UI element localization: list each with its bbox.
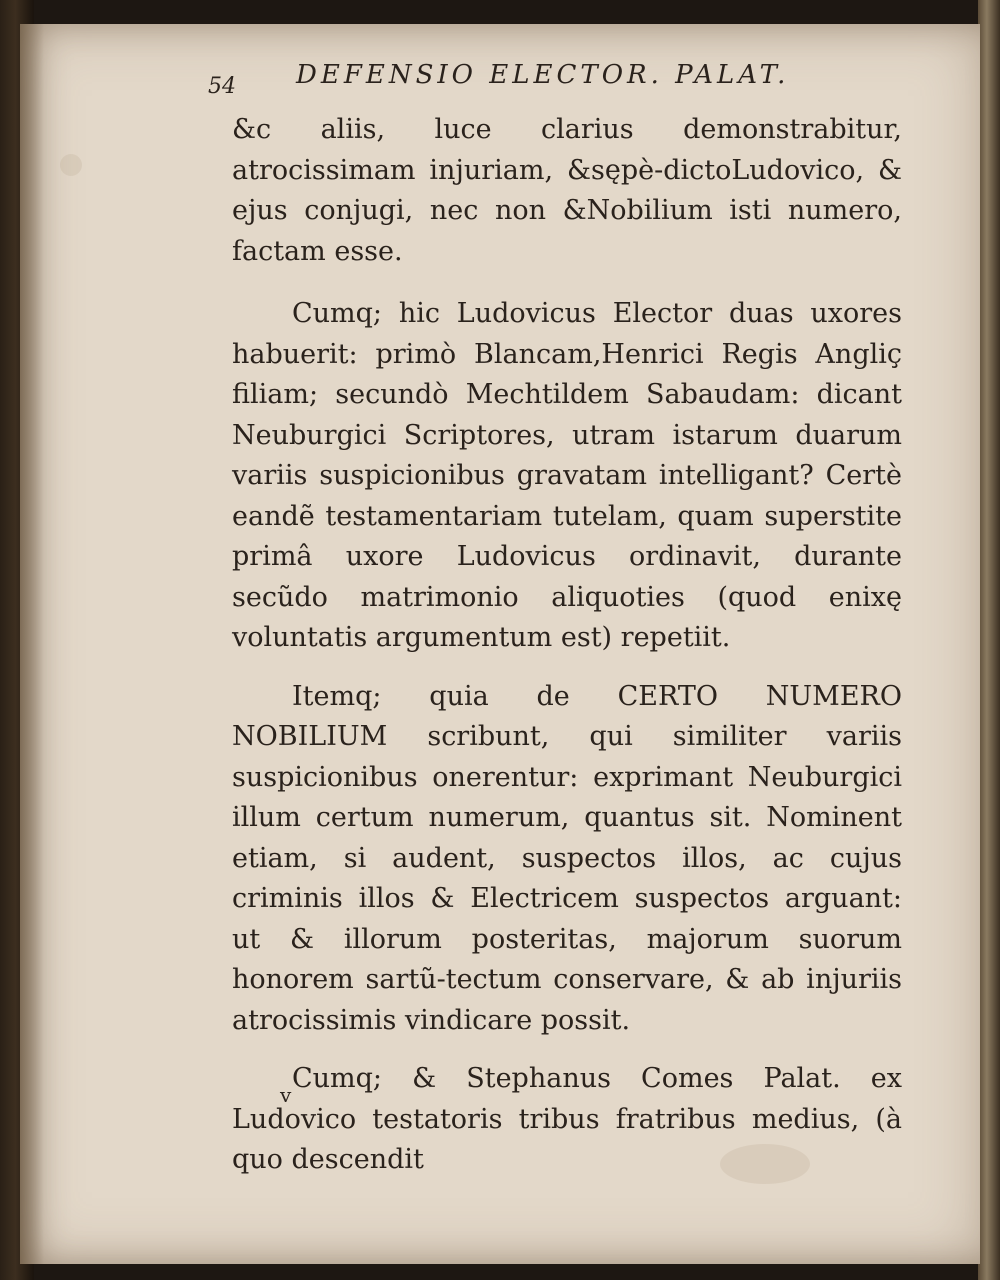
book-binding-right [978,0,1000,1280]
paragraph-1: &c aliis, luce clarius demonstrabitur, atrocissimam injuriam, &sępè-dictoLudovico, & ejus conjugi, nec non &Nobilium isti numero, factam esse. [232,114,902,267]
paragraph-4: Cumq; & Stephanus Comes Palat. ex Ludovico testatoris tribus fratribus medius, (à quo descendit [232,1063,902,1175]
signature-mark: v [280,1083,292,1107]
paper-stain [60,154,82,176]
paragraph-3: Itemq; quia de CERTO NUMERO NOBILIUM scribunt, qui similiter variis suspicionibus onerentur: exprimant Neuburgici illum certum numerum, quantus sit. Nominent etiam, si audent, suspectos illos, ac cujus criminis illos & Electricem suspectos arguant: ut & illorum posteritas, majorum suorum honorem sartũ-tectum conservare, & ab injuriis atrocissimis vindicare possit. [232,680,902,1036]
running-head: DEFENSIO ELECTOR. PALAT. [296,60,790,90]
page-header [208,58,828,98]
page-number: 54 [208,74,236,99]
body-text [232,110,902,1199]
page-gutter-shadow [20,24,44,1264]
paragraph-2: Cumq; hic Ludovicus Elector duas uxores habuerit: primò Blancam,Henrici Regis Angliç filiam; secundò Mechtildem Sabaudam: dicant Neuburgici Scriptores, utram istarum duarum variis suspicionibus gravatam intelligant? Certè eandẽ testamentariam tutelam, quam superstite primâ uxore Ludovicus ordinavit, durante secũdo matrimonio aliquoties (quod enixę voluntatis argumentum est) repetiit. [232,298,902,653]
